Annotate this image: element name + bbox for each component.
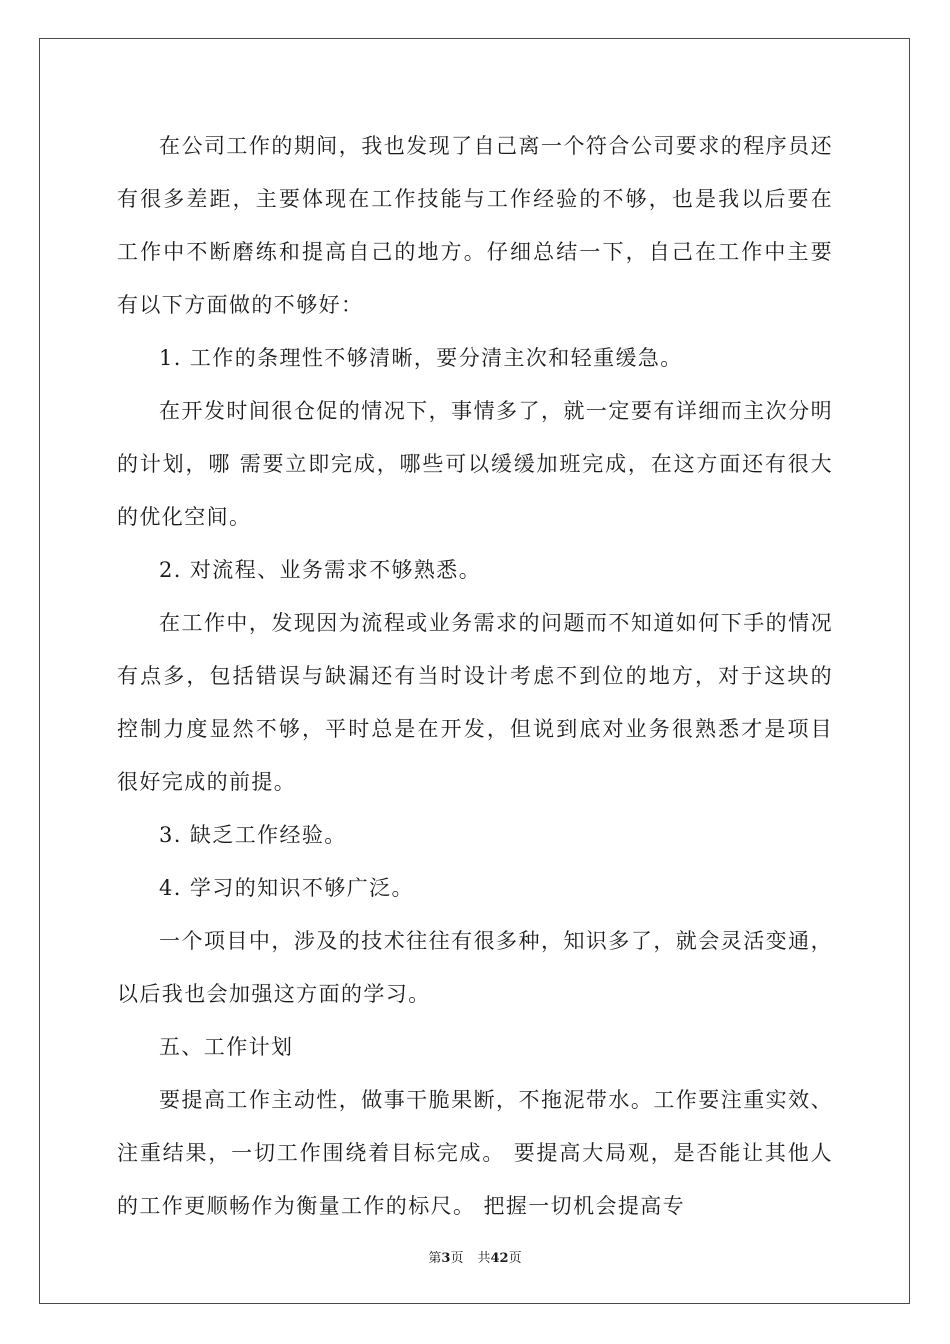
paragraph-work-plan: 要提高工作主动性，做事干脆果断，不拖泥带水。工作要注重实效、注重结果，一切工作围绕着目标完成。 要提高大局观，是否能让其他人的工作更顺畅作为衡量工作的标尺。 把握一切机会提高专 xyxy=(117,1088,833,1218)
list-item-3: 3. 缺乏工作经验。 xyxy=(159,823,347,847)
list-item-2: 2. 对流程、业务需求不够熟悉。 xyxy=(159,558,482,582)
paragraph-intro: 在公司工作的期间，我也发现了自己离一个符合公司要求的程序员还有很多差距，主要体现在工作技能与工作经验的不够，也是我以后要在工作中不断磨练和提高自己的地方。仔细总结一下，自己在工作中主要有以下方面做的不够好： xyxy=(117,134,833,317)
page-footer xyxy=(0,1247,950,1266)
paragraph-process: 在工作中，发现因为流程或业务需求的问题而不知道如何下手的情况有点多，包括错误与缺漏还有当时设计考虑不到位的地方，对于这块的控制力度显然不够，平时总是在开发，但说到底对业务很熟悉才是项目很好完成的前提。 xyxy=(117,611,833,794)
document-body xyxy=(117,120,833,1233)
footer-page-suffix: 页 xyxy=(450,1251,464,1266)
paragraph-knowledge: 一个项目中，涉及的技术往往有很多种，知识多了，就会灵活变通，以后我也会加强这方面的学习。 xyxy=(117,929,833,1006)
footer-page-prefix: 第 xyxy=(428,1251,442,1266)
paragraph-planning: 在开发时间很仓促的情况下，事情多了，就一定要有详细而主次分明的计划，哪 需要立即完成，哪些可以缓缓加班完成，在这方面还有很大的优化空间。 xyxy=(117,399,833,529)
list-item-1: 1. 工作的条理性不够清晰，要分清主次和轻重缓急。 xyxy=(159,346,683,370)
section-heading-work-plan: 五、工作计划 xyxy=(159,1035,294,1059)
footer-total-suffix: 页 xyxy=(508,1251,522,1266)
list-item-4: 4. 学习的知识不够广泛。 xyxy=(159,876,414,900)
footer-page-total: 42 xyxy=(490,1251,509,1266)
footer-page-current: 3 xyxy=(441,1251,451,1266)
footer-total-prefix: 共 xyxy=(477,1251,491,1266)
